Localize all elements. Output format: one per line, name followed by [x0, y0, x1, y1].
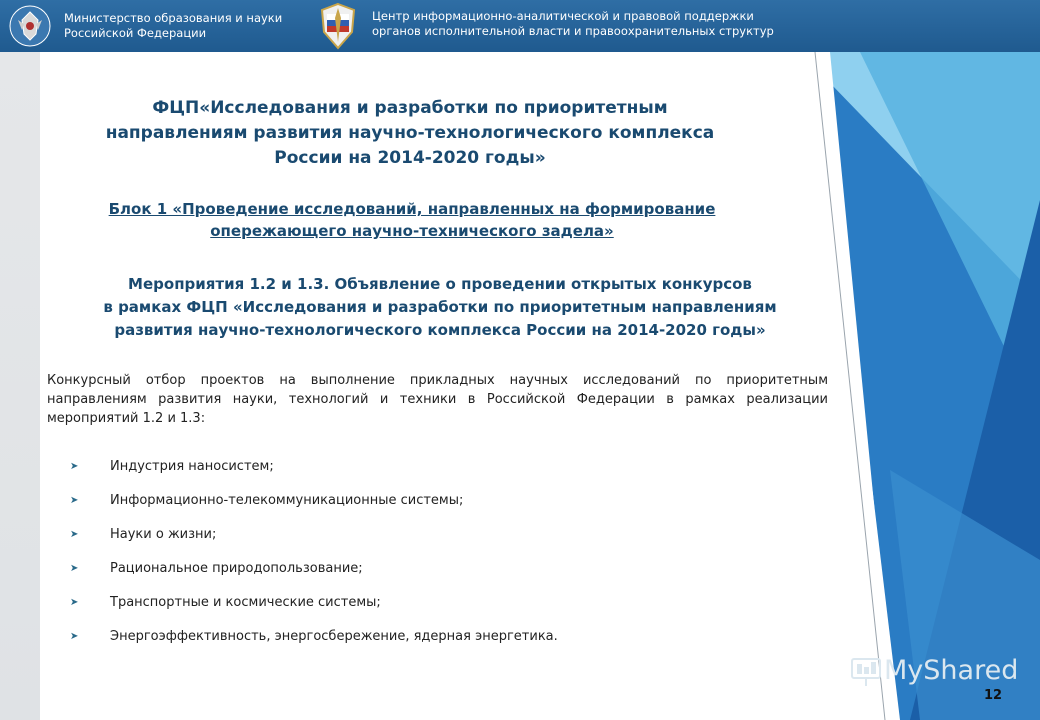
right-decorative-shapes [800, 0, 1040, 720]
watermark-text [848, 655, 1018, 686]
block-title [62, 198, 762, 242]
events-title-line2: в рамках ФЦП «Исследования и разработки по приоритетным направлениям [103, 298, 777, 316]
program-title [60, 96, 760, 171]
list-item-text: Науки о жизни; [110, 527, 217, 542]
intro-paragraph: Конкурсный отбор проектов на выполнение прикладных научных исследований по приоритетным направлениям развития науки, технологий и техники в Российской Федерации в рамках реализации мероприятий 1.2 и 1.3: [47, 373, 828, 426]
arrow-bullet-icon: ➤ [70, 631, 79, 642]
arrow-bullet-icon: ➤ [70, 495, 79, 506]
list-item [70, 493, 558, 527]
ministry-name-line1: Министерство образования и науки [64, 11, 283, 25]
directions-list [70, 459, 558, 663]
watermark-label: MyShared [884, 655, 1019, 686]
coat-of-arms-emblem-icon [8, 4, 52, 48]
center-name-line2: органов исполнительной власти и правоохранительных структур [372, 24, 774, 38]
arrow-bullet-icon: ➤ [70, 563, 79, 574]
block-title-line1: Блок 1 «Проведение исследований, направленных на формирование [108, 200, 716, 218]
center-name [372, 9, 774, 39]
block-title-line2: опережающего научно-технического задела» [210, 222, 614, 240]
left-stripe [0, 52, 40, 720]
header-bar [0, 0, 1040, 52]
events-title [40, 273, 840, 342]
shield-emblem-icon [318, 2, 358, 50]
program-title-line1: ФЦП«Исследования и разработки по приоритетным [152, 98, 668, 118]
list-item-text: Рациональное природопользование; [110, 561, 363, 576]
list-item [70, 527, 558, 561]
arrow-bullet-icon: ➤ [70, 461, 79, 472]
arrow-bullet-icon: ➤ [70, 597, 79, 608]
program-title-line2: направлениям развития научно-технологического комплекса [105, 123, 715, 143]
ministry-name [64, 11, 282, 41]
list-item [70, 629, 558, 663]
list-item [70, 459, 558, 493]
program-title-line3: России на 2014-2020 годы» [274, 148, 546, 168]
list-item [70, 595, 558, 629]
list-item-text: Энергоэффективность, энергосбережение, ядерная энергетика. [110, 629, 558, 644]
list-item-text: Информационно-телекоммуникационные системы; [110, 493, 464, 508]
list-item [70, 561, 558, 595]
list-item-text: Индустрия наносистем; [110, 459, 274, 474]
page-number: 12 [984, 688, 1003, 703]
ministry-name-line2: Российской Федерации [64, 26, 207, 40]
arrow-bullet-icon: ➤ [70, 529, 79, 540]
events-title-line3: развития научно-технологического комплекса России на 2014-2020 годы» [114, 321, 766, 339]
events-title-line1: Мероприятия 1.2 и 1.3. Объявление о проведении открытых конкурсов [128, 275, 752, 293]
list-item-text: Транспортные и космические системы; [110, 595, 381, 610]
center-name-line1: Центр информационно-аналитической и правовой поддержки [372, 9, 754, 23]
